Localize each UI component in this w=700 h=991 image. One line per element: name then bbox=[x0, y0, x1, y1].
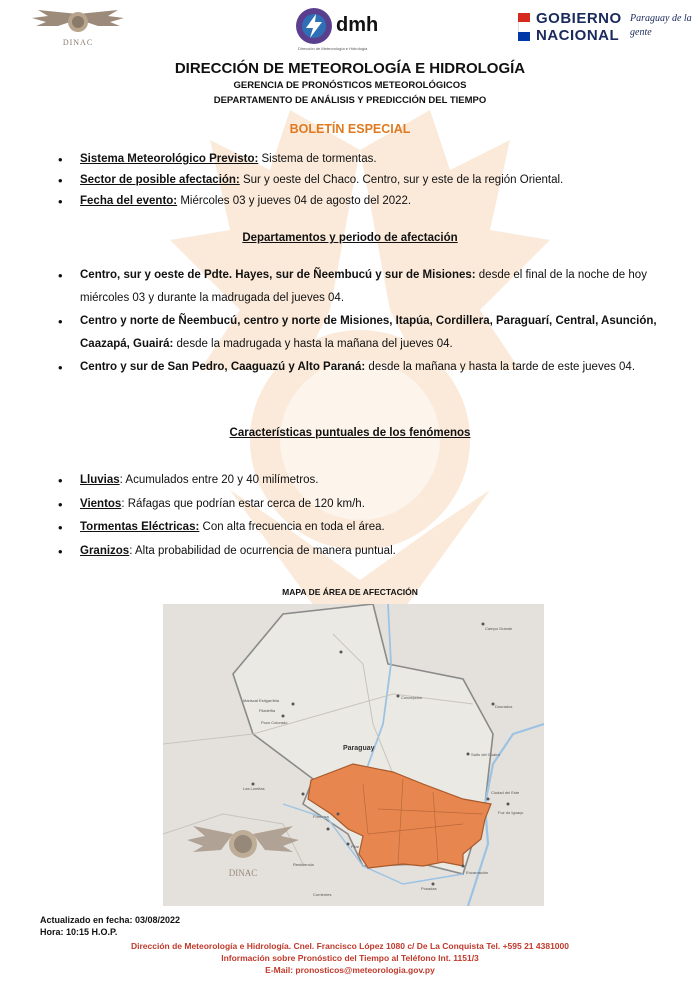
map-place-label: Pozo Colorado bbox=[261, 720, 288, 725]
subtitle-gerencia: GERENCIA DE PRONÓSTICOS METEOROLÓGICOS bbox=[233, 80, 467, 91]
paraguay-flag-icon bbox=[518, 13, 530, 41]
map-place-label: Concepción bbox=[401, 695, 423, 700]
phenomenon-item: • Vientos: Ráfagas que podrían estar cerca de 120 km/h. bbox=[58, 493, 678, 517]
footer-phone: Información sobre Pronóstico del Tiempo al Teléfono Int. 1151/3 bbox=[221, 953, 479, 963]
summary-list bbox=[58, 149, 678, 212]
section-caracteristicas-heading: Características puntuales de los fenómenos bbox=[229, 427, 471, 439]
dinac-wings-icon bbox=[28, 8, 128, 38]
summary-item: • Sector de posible afectación: Sur y oeste del Chaco. Centro, sur y este de la región Oriental. bbox=[58, 170, 678, 191]
department-item: • Centro y norte de Ñeembucú, centro y norte de Misiones, Itapúa, Cordillera, Paraguarí, Central, Asunción, Caazapá, Guairá: desde la madrugada y hasta la mañana del jueves 04. bbox=[58, 310, 678, 356]
gob-line2: NACIONAL bbox=[536, 27, 620, 44]
map-place-label: Filadelfia bbox=[259, 708, 276, 713]
affected-area-map bbox=[163, 604, 544, 906]
gob-line1: GOBIERNO bbox=[536, 10, 622, 27]
map-place-label: Formosa bbox=[313, 814, 329, 819]
map-place-label: Las Lomitas bbox=[243, 786, 265, 791]
map-title: MAPA DE ÁREA DE AFECTACIÓN bbox=[282, 587, 418, 597]
dmh-logo-name: dmh bbox=[336, 14, 379, 36]
updated-date: Actualizado en fecha: 03/08/2022 bbox=[40, 915, 181, 925]
phenomenon-item: • Tormentas Eléctricas: Con alta frecuencia en toda el área. bbox=[58, 516, 678, 540]
map-place-label: Salto del Guairá bbox=[471, 752, 500, 757]
dmh-logo-subtitle: Dirección de Meteorología e Hidrología bbox=[298, 46, 368, 51]
summary-item: • Fecha del evento: Miércoles 03 y jueves 04 de agosto del 2022. bbox=[58, 191, 678, 212]
phenomenon-item: • Lluvias: Acumulados entre 20 y 40 milímetros. bbox=[58, 469, 678, 493]
section-departamentos-heading: Departamentos y periodo de afectación bbox=[242, 232, 458, 244]
update-info bbox=[40, 914, 180, 938]
map-place-label: Foz do Iguaçu bbox=[498, 810, 524, 815]
footer-email: E-Mail: pronosticos@meteorologia.gov.py bbox=[265, 965, 435, 975]
map-country-label: Paraguay bbox=[343, 745, 375, 752]
page-footer bbox=[0, 940, 700, 976]
map-place-label: Mariscal Estigarribia bbox=[243, 698, 280, 703]
phenomena-list bbox=[58, 469, 678, 563]
footer-address: Dirección de Meteorología e Hidrología. Cnel. Francisco López 1080 c/ De La Conquista Tel. +595 21 4381000 bbox=[131, 941, 569, 951]
boletin-heading: BOLETÍN ESPECIAL bbox=[289, 122, 411, 136]
dinac-logo bbox=[28, 8, 128, 50]
updated-time: Hora: 10:15 H.O.P. bbox=[40, 927, 118, 937]
map-place-label: Corrientes bbox=[313, 892, 332, 897]
departments-list bbox=[58, 264, 678, 379]
dmh-logo bbox=[296, 8, 396, 51]
map-place-label: Ciudad del Este bbox=[491, 790, 520, 795]
summary-item: • Sistema Meteorológico Previsto: Sistema de tormentas. bbox=[58, 149, 678, 170]
gob-slogan: Paraguay de la gente bbox=[630, 13, 692, 38]
gobierno-nacional-logo bbox=[518, 10, 698, 50]
map-place-label: Dourados bbox=[495, 704, 513, 709]
subtitle-departamento: DEPARTAMENTO DE ANÁLISIS Y PREDICCIÓN DEL TIEMPO bbox=[213, 95, 487, 106]
phenomenon-item: • Granizos: Alta probabilidad de ocurrencia de manera puntual. bbox=[58, 540, 678, 564]
page-title: DIRECCIÓN DE METEOROLOGÍA E HIDROLOGÍA bbox=[174, 60, 526, 77]
map-place-label: Pilar bbox=[351, 844, 360, 849]
department-item: • Centro, sur y oeste de Pdte. Hayes, sur de Ñeembucú y sur de Misiones: desde el final de la noche de hoy miércoles 03 y durante la madrugada del jueves 04. bbox=[58, 264, 678, 310]
map-place-label: Encarnación bbox=[466, 870, 489, 875]
map-watermark-label: DINAC bbox=[228, 868, 258, 878]
map-place-label: Posadas bbox=[421, 886, 437, 891]
map-place-label: Resistencia bbox=[293, 862, 314, 867]
department-item: • Centro y sur de San Pedro, Caaguazú y Alto Paraná: desde la mañana y hasta la tarde de este jueves 04. bbox=[58, 356, 678, 379]
dinac-logo-text: DINAC bbox=[62, 38, 94, 47]
map-place-label: Campo Grande bbox=[485, 626, 513, 631]
page-header bbox=[0, 0, 700, 55]
lightning-icon bbox=[304, 14, 324, 38]
